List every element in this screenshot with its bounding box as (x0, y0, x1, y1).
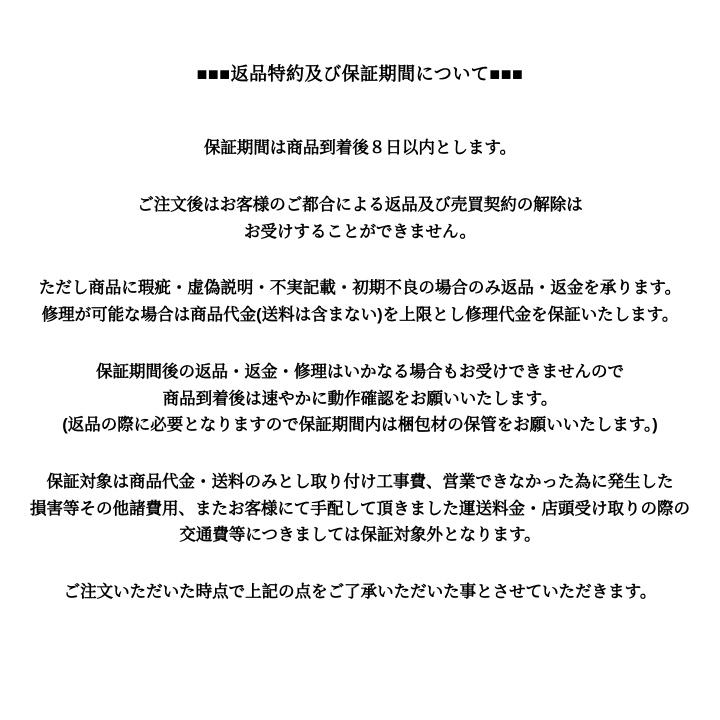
policy-line: ご注文後はお客様のご都合による返品及び売買契約の解除は (137, 195, 583, 214)
policy-line: 保証対象は商品代金・送料のみとし取り付け工事費、営業できなかった為に発生した (46, 472, 674, 491)
policy-line: 保証期間は商品到着後８日以内とします。 (203, 139, 517, 158)
policy-block-defect-exception (0, 275, 720, 328)
policy-block-coverage-scope (0, 469, 720, 549)
policy-block-after-warranty (0, 359, 720, 439)
policy-line: 交通費等につきましては保証対象外となります。 (179, 526, 541, 545)
policy-line: ただし商品に瑕疵・虚偽説明・不実記載・初期不良の場合のみ返品・返金を承ります。 (38, 279, 682, 298)
policy-line: お受けすることができません。 (244, 222, 476, 241)
page-title: ■■■返品特約及び保証期間について■■■ (196, 64, 524, 84)
policy-line: ご注文いただいた時点で上記の点をご了承いただいた事とさせていただきます。 (63, 583, 657, 602)
policy-block-no-cancellation (0, 192, 720, 245)
policy-line: 修理が可能な場合は商品代金(送料は含まない)を上限とし修理代金を保証いたします。 (41, 306, 679, 325)
policy-line: (返品の際に必要となりますので保証期間内は梱包材の保管をお願いいたします。) (62, 416, 658, 435)
policy-block-warranty-period (0, 135, 720, 162)
policy-block-agreement (0, 579, 720, 606)
policy-line: 損害等その他諸費用、またお客様にて手配して頂きました運送料金・店頭受け取りの際の (30, 499, 690, 518)
policy-line: 商品到着後は速やかに動作確認をお願いいたします。 (162, 389, 558, 408)
policy-line: 保証期間後の返品・返金・修理はいかなる場合もお受けできませんので (96, 362, 624, 381)
